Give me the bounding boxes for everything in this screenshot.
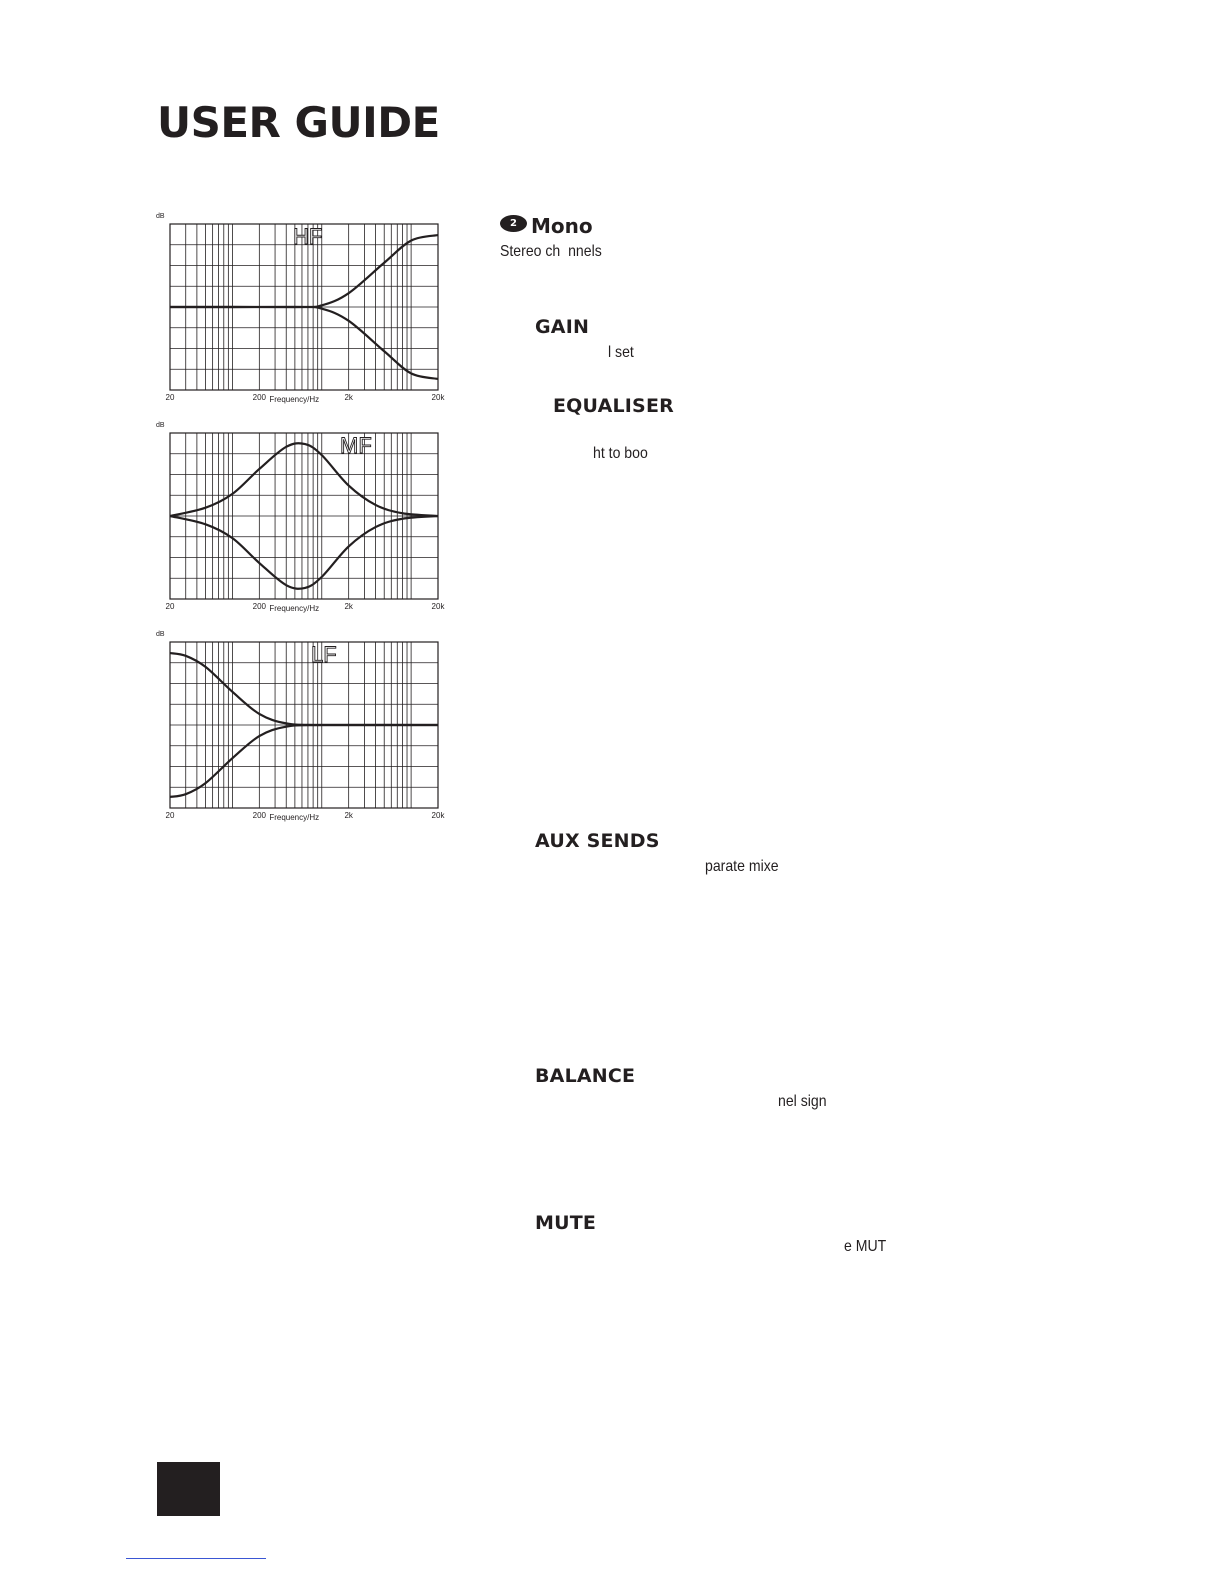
aux-sends-text: parate mixe: [705, 858, 779, 875]
mute-heading: MUTE: [535, 1212, 597, 1234]
page-title: USER GUIDE: [157, 98, 440, 147]
x-tick-label: 2k: [344, 393, 353, 402]
lf-eq-chart-svg: [152, 623, 452, 823]
eq-response-curve: [170, 725, 438, 797]
eq-response-curve: [170, 307, 438, 379]
aux-sends-heading: AUX SENDS: [535, 830, 660, 852]
x-tick-label: 20: [165, 393, 175, 402]
chart-title: MF: [340, 433, 372, 458]
x-tick-label: 20: [165, 811, 175, 820]
x-tick-label: 200: [252, 393, 267, 402]
mf-eq-chart-svg: [152, 414, 452, 614]
balance-text: nel sign: [778, 1093, 827, 1110]
eq-response-curve: [170, 653, 438, 725]
mono-text: Stereo ch nnels: [500, 243, 602, 260]
lf-eq-chart: [152, 623, 452, 823]
chart-title: LF: [311, 642, 337, 667]
y-axis-label: dB: [156, 631, 165, 638]
footnote-rule: [126, 1558, 266, 1559]
eq-response-curve: [170, 443, 438, 516]
gain-text: l set: [608, 344, 634, 361]
x-tick-label: 20k: [431, 602, 445, 611]
gain-heading: GAIN: [535, 316, 590, 338]
mf-eq-chart: [152, 414, 452, 614]
x-axis-label: Frequency/Hz: [269, 604, 320, 613]
equaliser-heading: EQUALISER: [553, 395, 674, 417]
mute-text: e MUT: [844, 1238, 887, 1255]
eq-response-curve: [170, 516, 438, 589]
x-tick-label: 200: [252, 602, 267, 611]
x-tick-label: 2k: [344, 811, 353, 820]
x-tick-label: 20k: [431, 811, 445, 820]
section-number-badge: 2: [500, 215, 527, 232]
x-tick-label: 2k: [344, 602, 353, 611]
balance-heading: BALANCE: [535, 1065, 636, 1087]
equaliser-text: ht to boo: [593, 445, 648, 462]
x-tick-label: 20: [165, 602, 175, 611]
y-axis-label: dB: [156, 422, 165, 429]
page-number-block: [157, 1462, 220, 1516]
x-tick-label: 20k: [431, 393, 445, 402]
y-axis-label: dB: [156, 213, 165, 220]
hf-eq-chart: [152, 205, 452, 405]
x-axis-label: Frequency/Hz: [269, 813, 320, 822]
x-tick-label: 200: [252, 811, 267, 820]
hf-eq-chart-svg: [152, 205, 452, 405]
chart-title: HF: [293, 224, 323, 249]
mono-heading: Mono: [531, 214, 593, 238]
x-axis-label: Frequency/Hz: [269, 395, 320, 404]
